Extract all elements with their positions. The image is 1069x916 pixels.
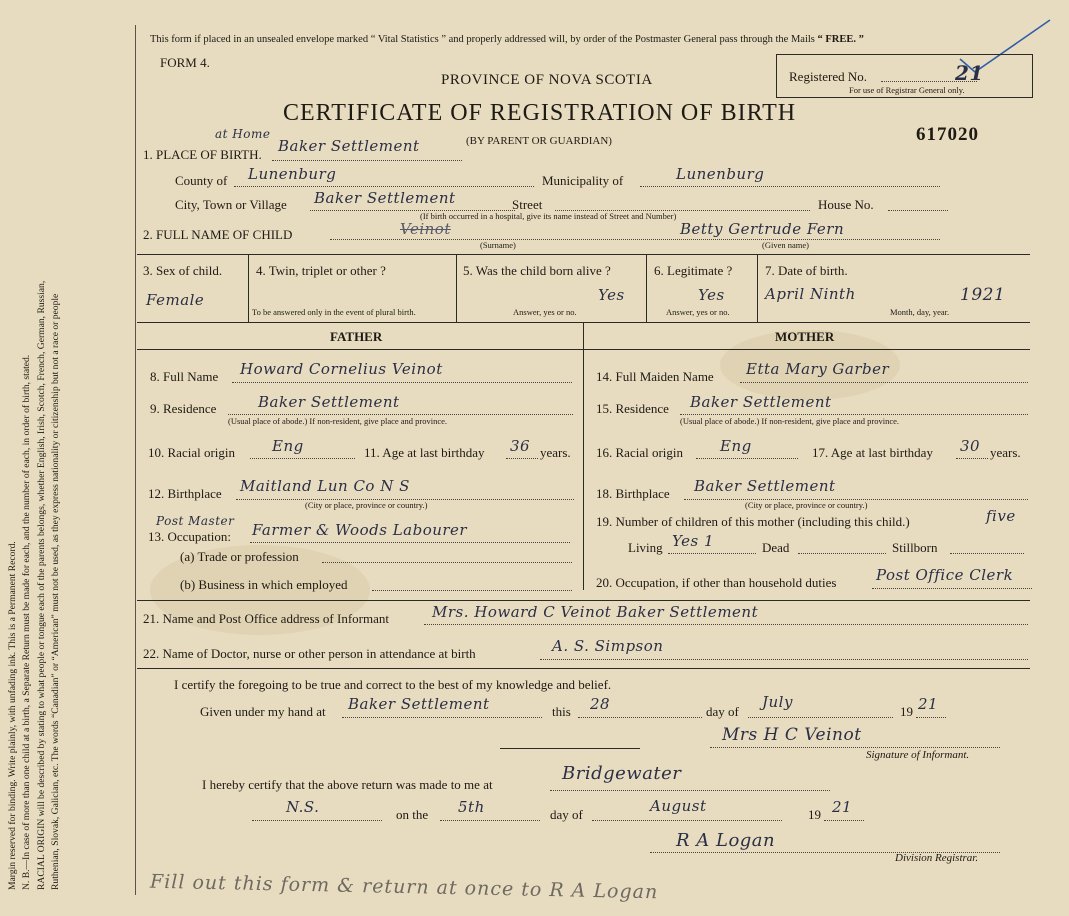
father-res-value: Baker Settlement xyxy=(258,393,400,411)
county-label: County of xyxy=(175,173,228,188)
form-label: FORM 4. xyxy=(160,55,210,70)
line xyxy=(824,820,864,821)
rule xyxy=(248,254,249,322)
margin-border xyxy=(135,25,136,895)
given-caption: (Given name) xyxy=(762,240,809,250)
father-race-value: Eng xyxy=(272,437,304,455)
margin-line-4: Ruthenian, Slovak, Galician, etc. The words “Canadian” or “American” must not be used, as they express nationality or citizenship but not a race or people xyxy=(49,293,61,890)
rule xyxy=(137,254,1030,255)
line xyxy=(322,562,572,563)
rule xyxy=(137,668,1030,669)
line xyxy=(342,717,542,718)
given-label: Given under my hand at xyxy=(200,704,326,719)
children-label: 19. Number of children of this mother (including this child.) xyxy=(596,514,910,529)
pencil-note: Fill out this form & return at once to R A Logan xyxy=(149,870,659,904)
father-heading: FATHER xyxy=(330,329,383,344)
line xyxy=(550,790,830,791)
registrar-month-value: August xyxy=(650,797,707,815)
by-parent-note: (BY PARENT OR GUARDIAN) xyxy=(466,135,612,147)
mother-res-value: Baker Settlement xyxy=(690,393,832,411)
line xyxy=(592,820,782,821)
dead-label: Dead xyxy=(762,540,790,555)
registrar-year-prefix: 19 xyxy=(808,807,821,822)
year-prefix: 19 xyxy=(900,704,913,719)
rule xyxy=(137,600,1030,601)
dob-note: Month, day, year. xyxy=(890,307,950,317)
sex-value: Female xyxy=(146,291,205,309)
line xyxy=(748,717,893,718)
father-name-label: 8. Full Name xyxy=(150,369,219,384)
father-bplace-value: Maitland Lun Co N S xyxy=(240,477,410,495)
doctor-value: A. S. Simpson xyxy=(552,637,664,655)
mother-age-label: 17. Age at last birthday xyxy=(812,445,933,460)
registrar-use-note: For use of Registrar General only. xyxy=(849,85,965,95)
line xyxy=(950,553,1024,554)
notice-free: “ FREE. ” xyxy=(817,34,864,45)
mother-occ-label: 20. Occupation, if other than household duties xyxy=(596,575,837,590)
registrar-prov-value: N.S. xyxy=(286,798,320,816)
line xyxy=(798,553,886,554)
sig-caption: Signature of Informant. xyxy=(866,749,970,761)
mother-name-label: 14. Full Maiden Name xyxy=(596,369,714,384)
certificate-title: CERTIFICATE OF REGISTRATION OF BIRTH xyxy=(283,100,797,126)
father-bplace-label: 12. Birthplace xyxy=(148,486,222,501)
child-given-value: Betty Gertrude Fern xyxy=(680,220,845,238)
business-label: (b) Business in which employed xyxy=(180,577,348,592)
line xyxy=(250,458,355,459)
mother-age-value: 30 xyxy=(960,437,981,455)
children-value: five xyxy=(986,507,1016,525)
line xyxy=(740,382,1028,383)
father-age-label: 11. Age at last birthday xyxy=(364,445,485,460)
line xyxy=(506,458,538,459)
registrar-caption: Division Registrar. xyxy=(895,852,979,864)
child-name-label: 2. FULL NAME OF CHILD xyxy=(143,227,293,242)
mother-heading: MOTHER xyxy=(775,329,835,344)
line xyxy=(250,542,570,543)
line xyxy=(668,553,756,554)
certify-statement: I certify the foregoing to be true and correct to the best of my knowledge and belief. xyxy=(174,677,612,692)
father-name-value: Howard Cornelius Veinot xyxy=(240,360,443,378)
hospital-note: (If birth occurred in a hospital, give its name instead of Street and Number) xyxy=(420,211,677,221)
mother-race-value: Eng xyxy=(720,437,752,455)
line xyxy=(916,717,946,718)
line xyxy=(696,458,798,459)
father-res-label: 9. Residence xyxy=(150,401,217,416)
legit-value: Yes xyxy=(698,286,725,304)
living-label: Living xyxy=(628,540,663,555)
mother-race-label: 16. Racial origin xyxy=(596,445,684,460)
legit-note: Answer, yes or no. xyxy=(666,307,730,317)
informant-signature: Mrs H C Veinot xyxy=(722,725,862,745)
rule xyxy=(456,254,457,322)
notice-text-b: and properly addressed will, by order of the Postmaster General pass through the Mails xyxy=(448,34,815,45)
given-day-value: 28 xyxy=(590,695,611,713)
registrar-statement: I hereby certify that the above return was made to me at xyxy=(202,777,493,792)
living-value: Yes 1 xyxy=(672,532,714,550)
county-line xyxy=(234,186,534,187)
place-value: Baker Settlement xyxy=(278,137,420,155)
line xyxy=(578,717,702,718)
mother-res-note: (Usual place of abode.) If non-resident, give place and province. xyxy=(680,416,900,426)
surname-caption: (Surname) xyxy=(480,240,516,250)
mailing-notice xyxy=(150,34,864,45)
father-race-label: 10. Racial origin xyxy=(148,445,236,460)
dob-value: April Ninth xyxy=(765,285,856,303)
father-bplace-note: (City or place, province or country.) xyxy=(305,500,428,510)
twin-label: 4. Twin, triplet or other ? xyxy=(256,263,386,278)
line xyxy=(228,414,573,415)
dob-year: 1921 xyxy=(960,285,1006,305)
father-res-note: (Usual place of abode.) If non-resident, give place and province. xyxy=(228,416,448,426)
house-label: House No. xyxy=(818,197,874,212)
certificate-number: 617020 xyxy=(916,124,979,145)
margin-instructions xyxy=(6,10,121,890)
rule xyxy=(646,254,647,322)
father-age-value: 36 xyxy=(510,437,531,455)
mother-bplace-value: Baker Settlement xyxy=(694,477,836,495)
doctor-label: 22. Name of Doctor, nurse or other person in attendance at birth xyxy=(143,646,476,661)
line xyxy=(710,747,1000,748)
registrar-place-value: Bridgewater xyxy=(562,763,682,784)
margin-line-2: N. B.—In case of more than one child at a birth, a Separate Return must be made for each, and the number of each, in order of birth, stated. xyxy=(21,354,33,890)
mother-name-value: Etta Mary Garber xyxy=(746,360,890,378)
father-occ-label: 13. Occupation: xyxy=(148,529,232,544)
house-line xyxy=(888,210,948,211)
county-value: Lunenburg xyxy=(248,165,337,183)
alive-value: Yes xyxy=(598,286,625,304)
municipality-line xyxy=(640,186,940,187)
mother-years-label: years. xyxy=(990,445,1021,460)
margin-line-3: RACIAL ORIGIN will be described by stating to what people or tongue each of the parents belongs, whether English, Irish, Scotch, French, German, Russian, xyxy=(35,280,47,890)
mother-bplace-label: 18. Birthplace xyxy=(596,486,670,501)
child-name-line xyxy=(330,239,940,240)
father-occ-value: Farmer & Woods Labourer xyxy=(252,521,468,539)
municipality-value: Lunenburg xyxy=(676,165,765,183)
street-label: Street xyxy=(512,197,543,212)
registrar-year-value: 21 xyxy=(832,798,853,816)
place-line xyxy=(272,160,462,161)
registered-value: 21 xyxy=(955,61,984,85)
line xyxy=(540,659,1028,660)
alive-note: Answer, yes or no. xyxy=(513,307,577,317)
city-label: City, Town or Village xyxy=(175,197,287,212)
dayof-label: day of xyxy=(706,704,739,719)
stillborn-label: Stillborn xyxy=(892,540,938,555)
notice-vital: “ Vital Statistics ” xyxy=(370,34,447,45)
line xyxy=(440,820,540,821)
mother-occ-value: Post Office Clerk xyxy=(876,566,1014,584)
municipality-label: Municipality of xyxy=(542,173,624,188)
margin-line-1: Margin reserved for binding. Write plainly, with unfading ink. This is a Permanent Record. xyxy=(7,541,18,890)
center-rule xyxy=(583,322,584,590)
notice-text: This form if placed in an unsealed envelope marked xyxy=(150,34,369,45)
province-heading: PROVINCE OF NOVA SCOTIA xyxy=(441,72,653,88)
onthe-label: on the xyxy=(396,807,429,822)
given-year-value: 21 xyxy=(918,695,939,713)
informant-value: Mrs. Howard C Veinot Baker Settlement xyxy=(432,603,759,621)
place-at-home: at Home xyxy=(215,127,271,141)
twin-note: To be answered only in the event of plural birth. xyxy=(252,307,416,317)
line xyxy=(424,624,1028,625)
registered-box xyxy=(776,54,1033,98)
rule xyxy=(757,254,758,322)
sex-label: 3. Sex of child. xyxy=(143,263,223,278)
registrar-dayof-label: day of xyxy=(550,807,583,822)
registrar-day-value: 5th xyxy=(458,798,485,816)
given-place-value: Baker Settlement xyxy=(348,695,490,713)
registered-label: Registered No. xyxy=(789,69,867,84)
legit-label: 6. Legitimate ? xyxy=(654,263,733,278)
father-years-label: years. xyxy=(540,445,571,460)
informant-label: 21. Name and Post Office address of Informant xyxy=(143,611,389,626)
this-label: this xyxy=(552,704,571,719)
child-surname-value: Veinot xyxy=(400,220,451,238)
mother-bplace-note: (City or place, province or country.) xyxy=(745,500,868,510)
place-label: 1. PLACE OF BIRTH. xyxy=(143,147,262,162)
line xyxy=(232,382,572,383)
line xyxy=(680,414,1028,415)
city-value: Baker Settlement xyxy=(314,189,456,207)
given-month-value: July xyxy=(762,693,793,711)
mother-res-label: 15. Residence xyxy=(596,401,669,416)
registrar-signature: R A Logan xyxy=(676,830,776,851)
separator-rule xyxy=(500,748,640,749)
alive-label: 5. Was the child born alive ? xyxy=(463,263,611,278)
line xyxy=(956,458,988,459)
trade-label: (a) Trade or profession xyxy=(180,549,299,564)
line xyxy=(872,588,1032,589)
line xyxy=(372,590,572,591)
dob-label: 7. Date of birth. xyxy=(765,263,848,278)
line xyxy=(252,820,382,821)
father-occ-prefix: Post Master xyxy=(156,514,235,528)
